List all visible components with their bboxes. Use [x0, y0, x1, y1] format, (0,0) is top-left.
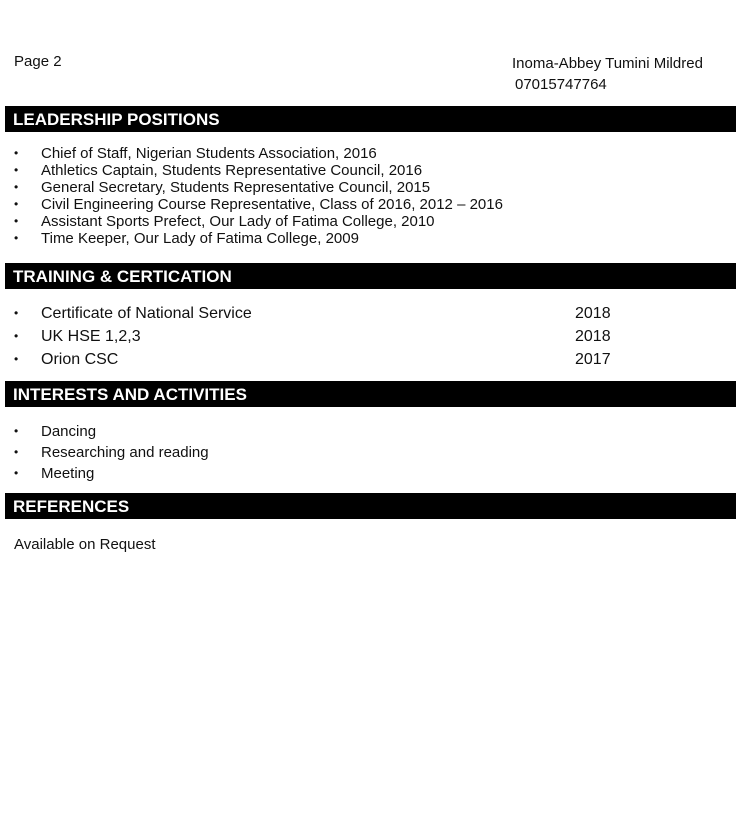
section-header-references: REFERENCES	[5, 493, 736, 519]
bullet-icon: •	[14, 466, 19, 480]
training-list	[0, 302, 611, 371]
certification-year: 2018	[575, 305, 611, 322]
candidate-name: Inoma-Abbey Tumini Mildred	[512, 55, 703, 72]
bullet-icon: •	[14, 445, 19, 459]
interests-list	[0, 421, 209, 484]
certification-name: Certificate of National Service	[41, 305, 252, 322]
bullet-icon: •	[14, 352, 19, 366]
certification-name: UK HSE 1,2,3	[41, 328, 141, 345]
certification-name: Orion CSC	[41, 351, 119, 368]
leadership-list	[0, 145, 503, 247]
bullet-icon: •	[14, 424, 19, 438]
section-header-interests: INTERESTS AND ACTIVITIES	[5, 381, 736, 407]
list-item: • Civil Engineering Course Representative, Class of 2016, 2012 – 2016	[14, 196, 503, 213]
section-header-leadership: LEADERSHIP POSITIONS	[5, 106, 736, 132]
bullet-icon: •	[14, 306, 19, 320]
candidate-phone: 07015747764	[515, 76, 607, 93]
bullet-icon: •	[14, 214, 19, 228]
bullet-icon: •	[14, 146, 19, 160]
list-item: • Time Keeper, Our Lady of Fatima College, 2009	[14, 230, 359, 247]
bullet-icon: •	[14, 163, 19, 177]
bullet-icon: •	[14, 197, 19, 211]
certification-year: 2017	[575, 351, 611, 368]
list-item	[0, 348, 611, 371]
page-number: Page 2	[14, 53, 62, 70]
bullet-icon: •	[14, 231, 19, 245]
candidate-info	[512, 53, 703, 95]
bullet-icon: •	[14, 329, 19, 343]
list-item: • Meeting	[14, 465, 95, 482]
list-item: • Dancing	[14, 423, 97, 440]
references-text: Available on Request	[14, 536, 156, 553]
section-header-training: TRAINING & CERTICATION	[5, 263, 736, 289]
list-item: • General Secretary, Students Representative Council, 2015	[14, 179, 431, 196]
list-item: • Researching and reading	[14, 444, 209, 461]
list-item: • Chief of Staff, Nigerian Students Association, 2016	[14, 145, 377, 162]
list-item: • Athletics Captain, Students Representative Council, 2016	[14, 162, 423, 179]
list-item	[0, 302, 611, 325]
list-item	[0, 325, 611, 348]
list-item: • Assistant Sports Prefect, Our Lady of Fatima College, 2010	[14, 213, 435, 230]
certification-year: 2018	[575, 328, 611, 345]
bullet-icon: •	[14, 180, 19, 194]
